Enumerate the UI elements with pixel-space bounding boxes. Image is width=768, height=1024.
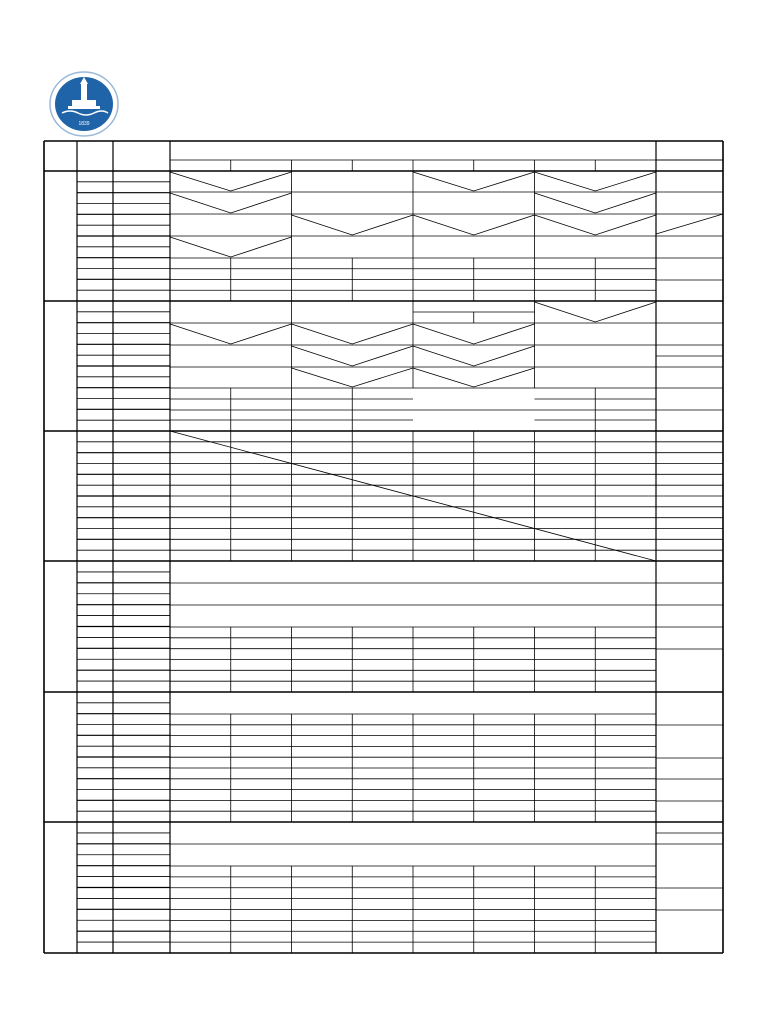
merged-cell-chevron xyxy=(170,237,292,257)
merged-cell-chevron xyxy=(170,324,292,344)
merged-cell-chevron xyxy=(413,172,535,191)
merged-cell-chevron xyxy=(292,215,414,235)
merged-cell-chevron xyxy=(413,368,535,387)
merged-cell-chevron xyxy=(413,215,535,235)
merged-cell-chevron xyxy=(170,172,292,191)
merged-cell-chevron xyxy=(413,346,535,366)
merged-cell-chevron xyxy=(535,193,657,213)
merged-cell-chevron xyxy=(292,368,414,387)
merged-cell-chevron xyxy=(535,215,657,235)
merged-cell-chevron xyxy=(535,302,657,322)
merged-cell-chevron xyxy=(413,324,535,344)
merged-cell-chevron xyxy=(535,172,657,191)
merged-cell-chevron xyxy=(170,193,292,213)
remarks-diagonal xyxy=(656,214,723,234)
logo-year: 1839 xyxy=(78,121,90,127)
merged-cell-chevron xyxy=(292,346,414,366)
merged-cell-chevron xyxy=(292,324,414,344)
